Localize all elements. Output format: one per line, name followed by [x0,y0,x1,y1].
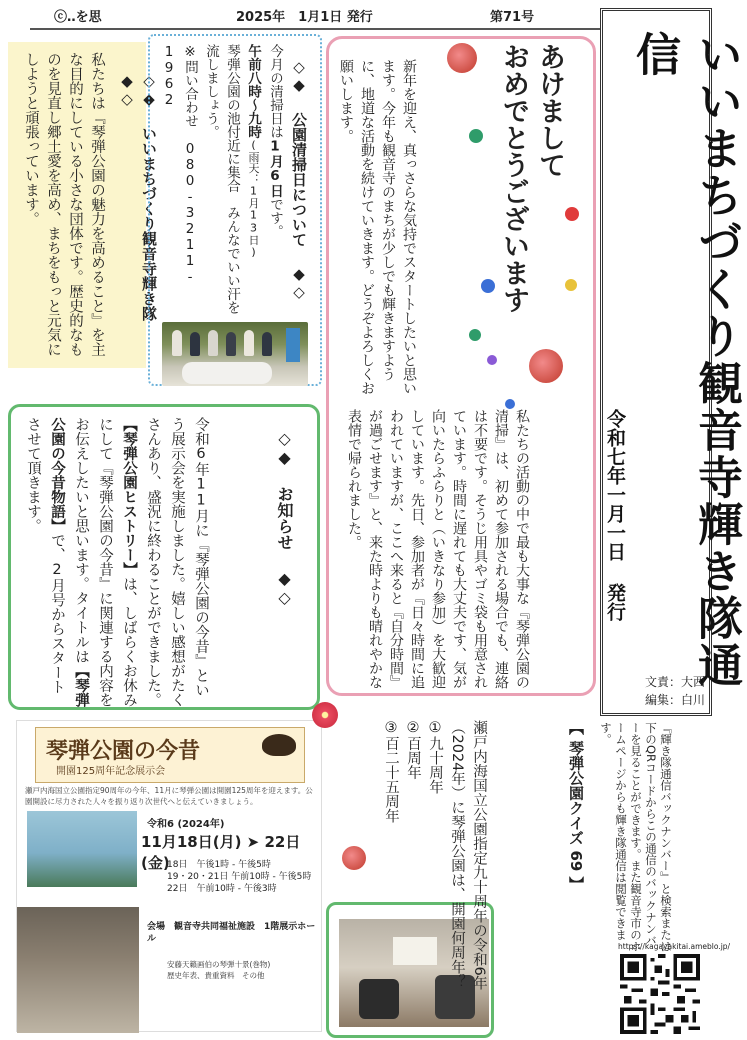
flyer-exhibits: 安藤天籟画伯の琴弾十景(巻物) 歴史年表、貴重資料 その他 [167,960,271,980]
newsletter-title: いいまちづくり観音寺輝き隊通信 [628,31,743,689]
notice-text: 令和6年11月に『琴弾公園の今昔』という展示会を実施しました。嬉しい感想がたくさんあり、盛況に終わることができました。 [145,417,209,707]
temari-ball-icon [447,43,477,73]
qr-code-icon[interactable] [620,954,700,1034]
cleanup-time: 午前八時～九時 [245,44,261,139]
new-year-box [326,36,596,696]
issue-header [30,4,620,26]
flyer-venue: 会場 観音寺共同福祉施設 1階展示ホール [147,922,316,944]
ornament-ball-icon [481,279,495,293]
temari-ball-icon [342,846,366,870]
temari-ball-icon [529,349,563,383]
notice-history-title: 【琴弾公園ヒストリー】 [121,417,137,577]
credits [609,673,705,709]
flyer-header [35,727,305,783]
intro-body: 私たちは『琴弾公園の魅力を高めること』を主な目的にしている小さな団体です。歴史的なものを見直し郷土愛を高め、まちをもっと元気にしようと頑張っています。 [23,52,105,357]
issue-date: 2025年 1月1日 発行 [236,10,373,25]
ornament-ball-icon [469,129,483,143]
schedule-row: 18日 午後1時 - 午後5時 [167,860,271,870]
quiz-body [380,720,490,1032]
cleanup-contact: ※問い合わせ 080-3211-1962 [161,44,198,285]
writer-credit: 文責：大西 [644,675,705,689]
schedule-row: 19・20・21日 午前10時 - 午後5時 [167,872,312,882]
plum-blossom-icon [312,702,338,728]
issue-number: 第71号 [490,10,535,25]
cleanup-date: 1月6日 [267,138,283,198]
exhibition-flyer [16,720,322,1032]
masthead [600,8,743,716]
cleanup-rain-date: (雨天：1月13日) [247,138,260,259]
cleanup-body [158,44,285,320]
notice-text: は、しばらくお休みにして『琴弾公園の今昔』に関連する内容をお伝えしたいと思います。タイトルは [73,417,137,707]
activity-body: 私たちの活動の中で最も大事な『琴弾公園の清掃』は、初めて参加される場合でも、連絡は不要です。そうじ用具やゴミ袋も用意されています。時間に遅れても大丈夫です、気が向いたらふらりと（いきなり参加）を大歓迎しています。先日、参加者が『日々時間に追われていますが、ここへ来ると『自分時間』が過ごせます』と、来た時よりも晴れやかな表情で帰られました。 [346,409,530,689]
quiz-option: ②百周年 [405,720,421,780]
cleanup-box [148,34,322,386]
editor-credit: 編集：白川 [644,693,705,707]
exhibition-visitors-photo [17,907,139,1033]
cleanup-line: 今月の清掃日は [267,44,283,139]
notice-body [21,417,213,707]
flyer-year: 令和6 (2024年) [147,819,225,830]
ornament-ball-icon [469,329,481,341]
notice-title: ◇◆ お知らせ ◆◇ [275,429,294,607]
park-old-photo [27,811,137,887]
notice-new-title: 【琴弾公園の今昔物語】 [49,417,89,707]
quiz-title: 【 琴弾公園クイズ 69 】 [567,720,585,892]
schedule-row: 22日 午前10時 - 午後3時 [167,884,277,894]
notice-box [8,404,320,710]
cleanup-title: ◇◆ 公園清掃日について ◆◇ [290,58,308,301]
new-year-message: 新年を迎え、真っさらな気持でスタートしたいと思います。今年も観音寺のまちが少しでも輝きますように、地道な活動を続けていきます。どうぞよろしくお願いします。 [338,59,417,395]
header-mark: ⓒ‥を思 [54,10,102,25]
header-rule [30,28,600,30]
quiz-option: ①九十周年 [427,720,443,794]
flyer-subtitle: 開園125周年記念展示会 [56,766,166,777]
flyer-note: 瀬戸内海国立公園指定90周年の今年、11月に琴弾公園は開園125周年を迎えます。公園開設に尽力された人々を振り返り次世代へと伝えていきましょう。 [25,786,313,806]
masthead-date: 令和七年一月一日 発行 [604,409,626,621]
notice-text: で、2月号からスタートさせて頂きます。 [25,417,65,694]
intro-title: ◇◆ いいまちづくり観音寺輝き隊 ◆◇ [118,72,158,321]
new-year-heading: あけまして おめでとうございます [498,43,565,313]
ornament-ball-icon [565,207,579,221]
backnumber-info: 『輝き隊通信バックナンバー』と検索または下のQRコードからこの通信のバックナンバーを見ることができます。また観音寺市のホームページからも輝き隊通信は閲覧できます。 [599,722,673,952]
ornament-ball-icon [487,355,497,365]
ornament-ball-icon [505,399,515,409]
cleanup-meeting: 琴弾公園の池付近に集合 みんなでいい汗を流しましょう。 [203,44,240,314]
butterfly-icon [262,734,296,756]
intro-box [8,42,158,368]
quiz-question: 瀬戸内海国立公園指定九十周年の令和6年（2024年）に琴弾公園は、開園何周年？ [449,720,487,991]
flyer-title: 琴弾公園の今昔 [46,738,201,764]
cleanup-line-end: です。 [267,197,283,238]
cleanup-group-photo [162,322,308,386]
flyer-schedule [167,859,311,895]
flyer-date-range: 11月18日(月) ➤ 22日(金) [141,833,301,872]
ornament-ball-icon [565,279,577,291]
quiz-option: ③百二十五周年 [383,720,399,823]
backnumber-url[interactable]: https://kagayakitai.ameblo.jp/ [618,942,731,951]
